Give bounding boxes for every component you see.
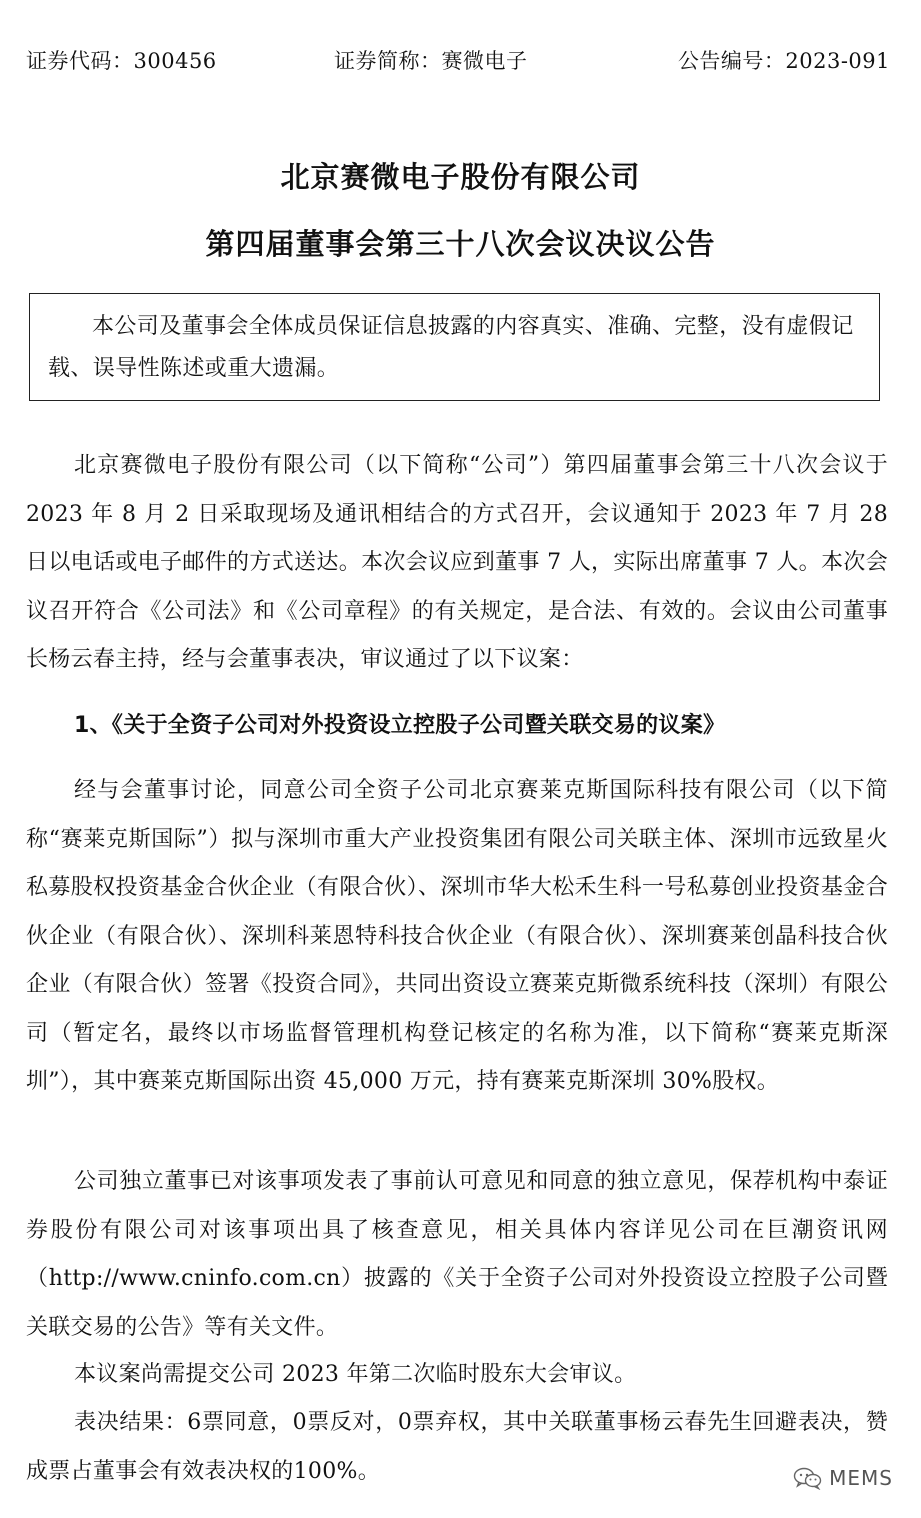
disclaimer-box [29, 293, 880, 401]
company-title: 北京赛微电子股份有限公司 [280, 160, 641, 194]
resolution-paragraph-2: 公司独立董事已对该事项发表了事前认可意见和同意的独立意见，保荐机构中泰证券股份有限公司对该事项出具了核查意见，相关具体内容详见公司在巨潮资讯网（http://www.cninfo.com.cn）披露的《关于全资子公司对外投资设立控股子公司暨关联交易的公告》等有关文件。 [26, 1169, 888, 1340]
vote-result-paragraph: 表决结果：6票同意，0票反对，0票弃权，其中关联董事杨云春先生回避表决，赞成票占董事会有效表决权的100%。 [26, 1410, 888, 1484]
watermark-label: MEMS [829, 1466, 893, 1490]
document-header [26, 44, 890, 78]
security-short-name: 证券简称：赛微电子 [334, 49, 528, 73]
disclaimer-text: 本公司及董事会全体成员保证信息披露的内容真实、准确、完整，没有虚假记载、误导性陈述或重大遗漏。 [48, 314, 854, 381]
intro-paragraph: 北京赛微电子股份有限公司（以下简称“公司”）第四届董事会第三十八次会议于 2023 年 8 月 2 日采取现场及通讯相结合的方式召开，会议通知于 2023 年 7 月 28 日以电话或电子邮件的方式送达。本次会议应到董事 7 人，实际出席董事 7 人。本次会议召开符合《公司法》和《公司章程》的有关规定，是合法、有效的。会议由公司董事长杨云春主持，经与会董事表决，审议通过了以下议案： [26, 453, 888, 672]
security-code: 证券代码：300456 [26, 49, 217, 73]
resolution-paragraph-3: 本议案尚需提交公司 2023 年第二次临时股东大会审议。 [74, 1362, 637, 1387]
announcement-title: 第四届董事会第三十八次会议决议公告 [205, 227, 716, 261]
watermark [793, 1466, 893, 1490]
wechat-icon [793, 1466, 823, 1490]
announcement-number: 公告编号：2023-091 [677, 49, 890, 73]
resolution-paragraph-1: 经与会董事讨论，同意公司全资子公司北京赛莱克斯国际科技有限公司（以下简称“赛莱克斯国际”）拟与深圳市重大产业投资集团有限公司关联主体、深圳市远致星火私募股权投资基金合伙企业（有限合伙）、深圳市华大松禾生科一号私募创业投资基金合伙企业（有限合伙）、深圳科莱恩特科技合伙企业（有限合伙）、深圳赛莱创晶科技合伙企业（有限合伙）签署《投资合同》，共同出资设立赛莱克斯微系统科技（深圳）有限公司（暂定名，最终以市场监督管理机构登记核定的名称为准，以下简称“赛莱克斯深圳”），其中赛莱克斯国际出资 45,000 万元，持有赛莱克斯深圳 30%股权。 [26, 778, 888, 1094]
resolution-heading: 1、《关于全资子公司对外投资设立控股子公司暨关联交易的议案》 [74, 713, 726, 738]
